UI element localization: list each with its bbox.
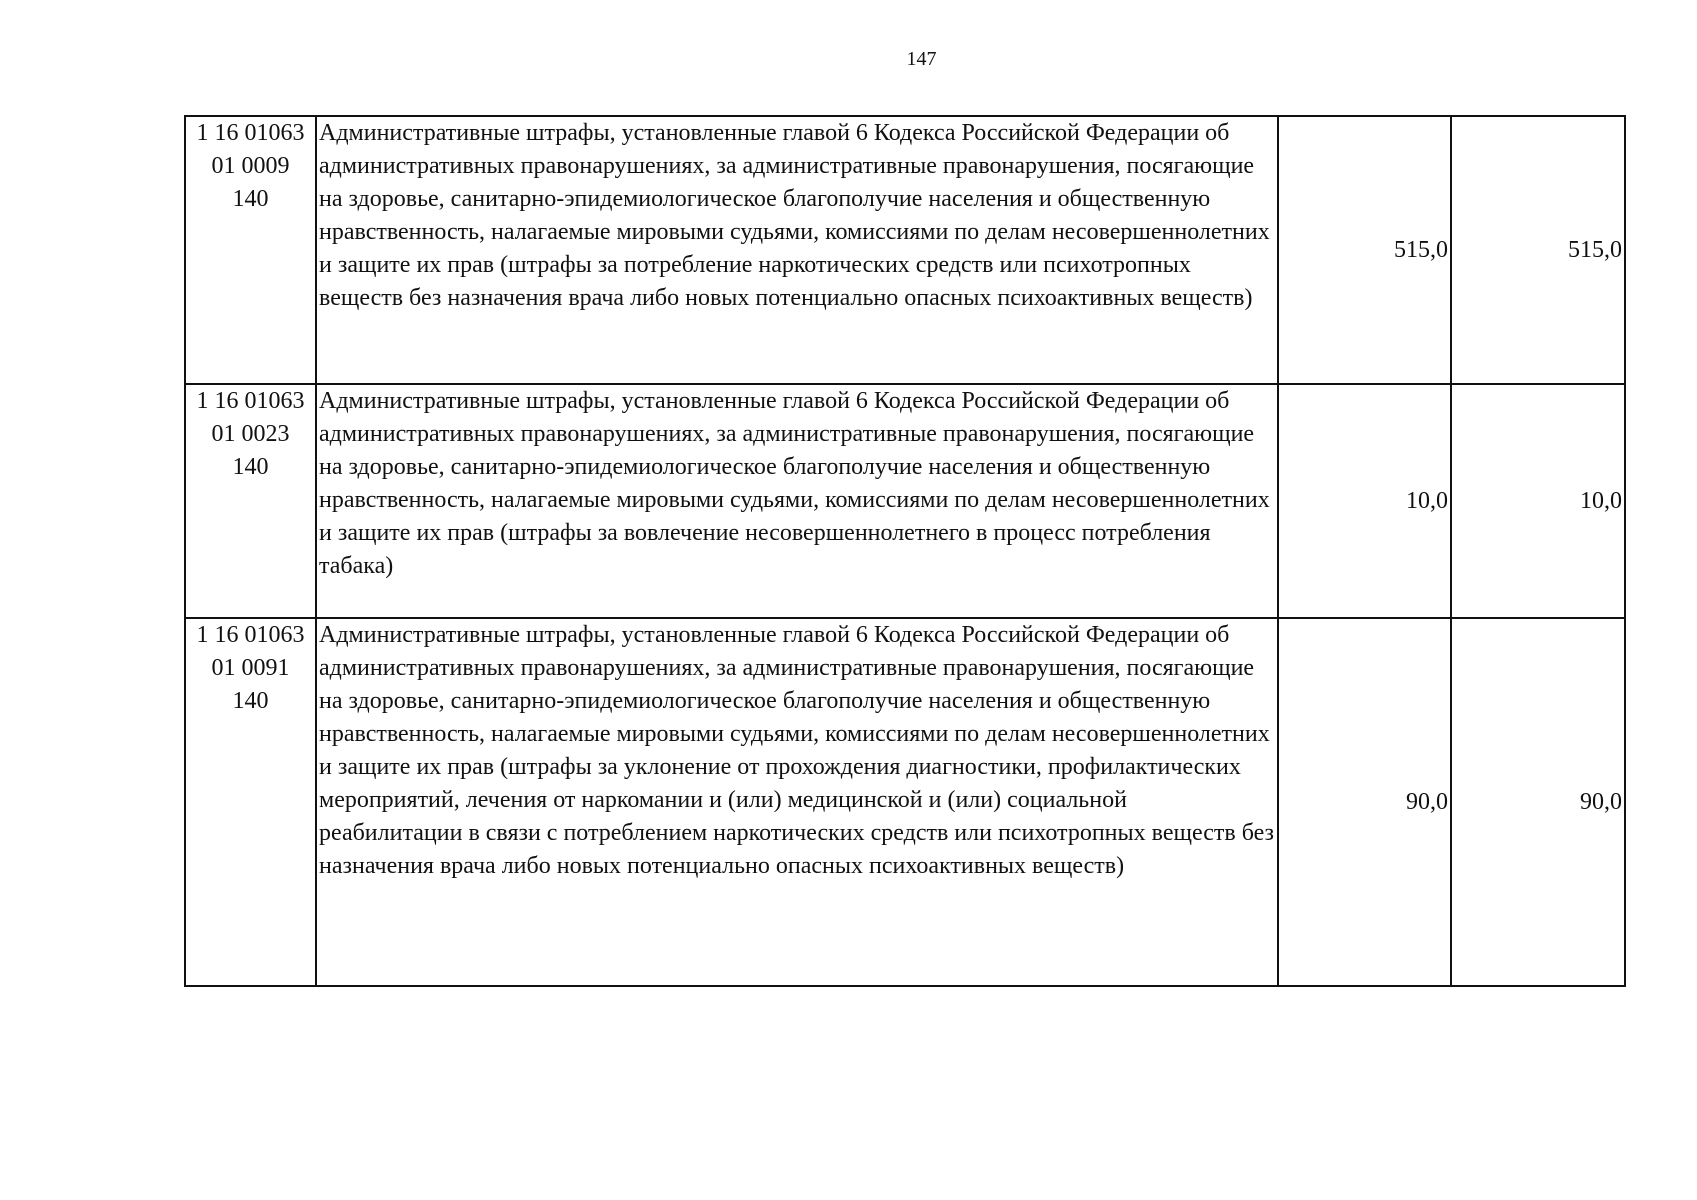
- budget-code-part: 1 16 01063: [196, 388, 305, 414]
- table-row: [185, 384, 1625, 618]
- amount-cell: 515,0: [1278, 116, 1451, 384]
- table-row: [185, 116, 1625, 384]
- amount-cell: 10,0: [1278, 384, 1451, 618]
- budget-code-cell: [185, 116, 316, 384]
- budget-code-part: 01 0009: [211, 153, 290, 179]
- budget-code-part: 01 0091: [211, 655, 290, 681]
- page-number: 147: [906, 48, 937, 70]
- budget-code-part: 140: [232, 454, 269, 480]
- amount-cell: 10,0: [1451, 384, 1625, 618]
- budget-code-part: 1 16 01063: [196, 622, 305, 648]
- budget-code-part: 1 16 01063: [196, 120, 305, 146]
- budget-code-part: 01 0023: [211, 421, 290, 447]
- budget-code-part: 140: [232, 688, 269, 714]
- description-cell: Административные штрафы, установленные главой 6 Кодекса Российской Федерации об административных правонарушениях, за административные правонарушения, посягающие на здоровье, санитарно-эпидемиологическое благополучие населения и общественную нравственность, налагаемые мировыми судьями, комиссиями по делам несовершеннолетних и защите их прав (штрафы за уклонение от прохождения диагностики, профилактических мероприятий, лечения от наркомании и (или) медицинской и (или) социальной реабилитации в связи с потреблением наркотических средств или психотропных веществ без назначения врача либо новых потенциально опасных психоактивных веществ): [316, 618, 1278, 986]
- amount-cell: 515,0: [1451, 116, 1625, 384]
- budget-table: [184, 115, 1626, 987]
- table-row: [185, 618, 1625, 986]
- amount-cell: 90,0: [1451, 618, 1625, 986]
- budget-code-cell: [185, 384, 316, 618]
- budget-code-cell: [185, 618, 316, 986]
- amount-cell: 90,0: [1278, 618, 1451, 986]
- description-cell: Административные штрафы, установленные главой 6 Кодекса Российской Федерации об административных правонарушениях, за административные правонарушения, посягающие на здоровье, санитарно-эпидемиологическое благополучие населения и общественную нравственность, налагаемые мировыми судьями, комиссиями по делам несовершеннолетних и защите их прав (штрафы за потребление наркотических средств или психотропных веществ без назначения врача либо новых потенциально опасных психоактивных веществ): [316, 116, 1278, 384]
- description-cell: Административные штрафы, установленные главой 6 Кодекса Российской Федерации об административных правонарушениях, за административные правонарушения, посягающие на здоровье, санитарно-эпидемиологическое благополучие населения и общественную нравственность, налагаемые мировыми судьями, комиссиями по делам несовершеннолетних и защите их прав (штрафы за вовлечение несовершеннолетнего в процесс потребления табака): [316, 384, 1278, 618]
- budget-code-part: 140: [232, 186, 269, 212]
